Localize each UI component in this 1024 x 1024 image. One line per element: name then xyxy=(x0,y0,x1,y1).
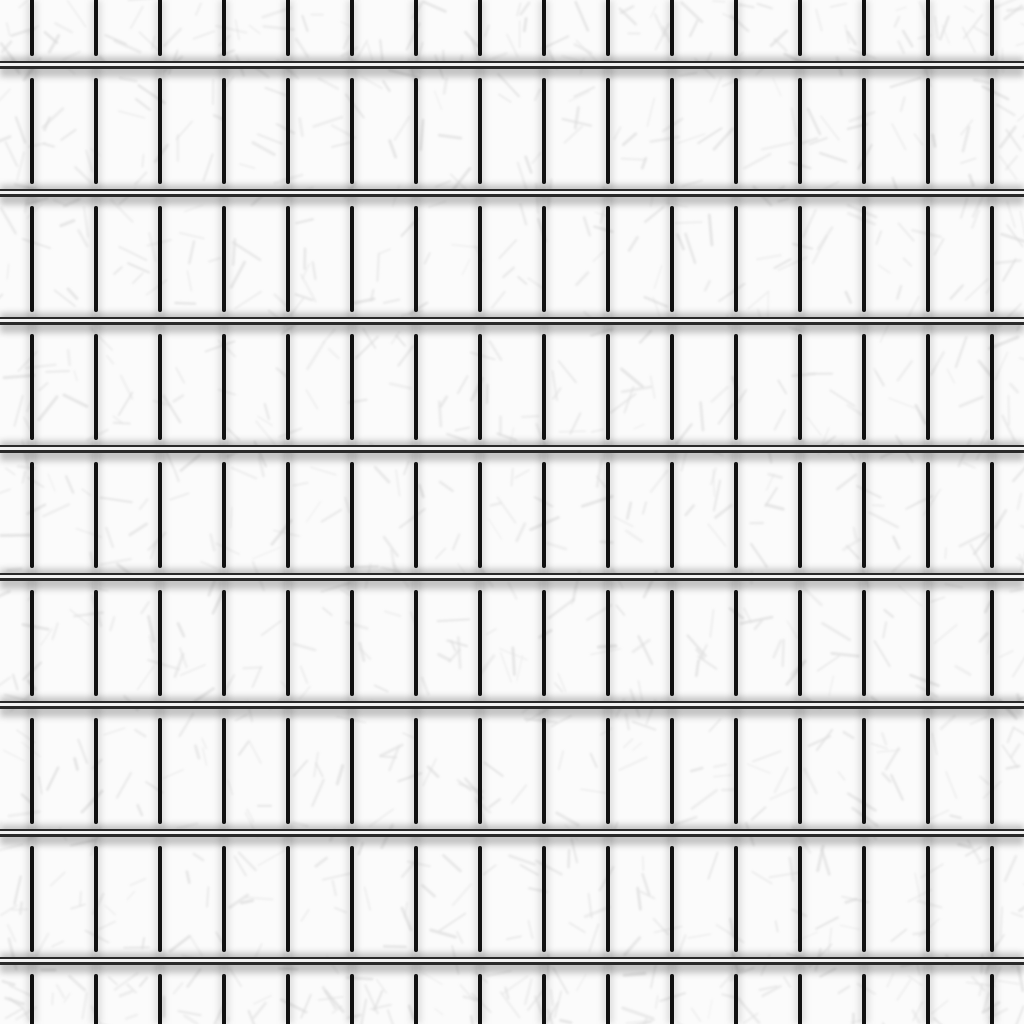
band-highlight xyxy=(0,959,1024,962)
crease-mark xyxy=(873,505,884,506)
cell-panel xyxy=(867,326,925,448)
cell-panel xyxy=(739,966,797,1024)
cell-panel xyxy=(739,70,797,192)
cell-panel xyxy=(995,198,1024,320)
cell-panel xyxy=(99,710,157,832)
cell-panel xyxy=(931,198,989,320)
cell-panel xyxy=(99,0,157,64)
cell-panel xyxy=(611,454,669,576)
cell-panel xyxy=(803,326,861,448)
cell-panel xyxy=(163,582,221,704)
cell-panel xyxy=(291,454,349,576)
band-highlight xyxy=(0,831,1024,834)
cell-panel xyxy=(99,582,157,704)
cell-panel xyxy=(99,70,157,192)
cell-panel xyxy=(419,326,477,448)
cell-panel xyxy=(35,710,93,832)
crease-mark xyxy=(175,303,195,304)
band-highlight xyxy=(0,63,1024,66)
cell-panel xyxy=(419,0,477,64)
crease-mark xyxy=(487,385,488,403)
cell-panel xyxy=(483,0,541,64)
cell-panel xyxy=(931,326,989,448)
cell-panel xyxy=(35,70,93,192)
cell-panel xyxy=(931,838,989,960)
crease-mark xyxy=(513,648,515,675)
crease-mark xyxy=(559,431,585,432)
crease-mark xyxy=(713,1,725,2)
crease-mark xyxy=(384,946,406,947)
crease-mark xyxy=(569,850,570,867)
cell-panel xyxy=(355,582,413,704)
cell-panel xyxy=(739,326,797,448)
crease-mark xyxy=(114,423,130,424)
cell-panel xyxy=(547,454,605,576)
crease-mark xyxy=(643,857,644,871)
crease-mark xyxy=(20,903,21,914)
cell-panel xyxy=(419,70,477,192)
cell-panel xyxy=(35,0,93,64)
cell-panel xyxy=(163,966,221,1024)
cell-panel xyxy=(227,710,285,832)
band-highlight xyxy=(0,575,1024,578)
cell-panel xyxy=(739,710,797,832)
cell-panel xyxy=(611,710,669,832)
cell-panel xyxy=(291,198,349,320)
cell-panel xyxy=(35,582,93,704)
crease-mark xyxy=(439,402,441,426)
cell-panel xyxy=(803,582,861,704)
cell-panel xyxy=(995,710,1024,832)
cell-panel xyxy=(483,198,541,320)
crease-mark xyxy=(524,19,526,31)
cell-panel xyxy=(803,0,861,64)
cell-panel xyxy=(0,582,29,704)
crease-mark xyxy=(52,993,53,1004)
cell-panel xyxy=(675,198,733,320)
cell-panel xyxy=(355,0,413,64)
crease-mark xyxy=(512,469,513,486)
cell-panel xyxy=(675,70,733,192)
cell-panel xyxy=(803,710,861,832)
cell-panel xyxy=(163,326,221,448)
cell-panel xyxy=(355,838,413,960)
cell-panel xyxy=(547,0,605,64)
cell-panel xyxy=(355,70,413,192)
cell-panel xyxy=(0,326,29,448)
cell-panel xyxy=(291,966,349,1024)
cell-panel xyxy=(611,326,669,448)
cell-panel xyxy=(99,966,157,1024)
cell-panel xyxy=(419,838,477,960)
cell-panel xyxy=(675,0,733,64)
crease-mark xyxy=(46,371,70,372)
crease-mark xyxy=(783,640,784,666)
cell-panel xyxy=(483,582,541,704)
cell-panel xyxy=(611,198,669,320)
crease-mark xyxy=(243,667,261,668)
cell-panel xyxy=(867,838,925,960)
crease-mark xyxy=(68,350,69,364)
cell-panel xyxy=(99,454,157,576)
cell-panel xyxy=(0,70,29,192)
cell-panel xyxy=(291,838,349,960)
cell-panel xyxy=(227,70,285,192)
cell-panel xyxy=(291,0,349,64)
cell-panel xyxy=(867,0,925,64)
cell-panel xyxy=(355,710,413,832)
cell-panel xyxy=(483,710,541,832)
cell-panel xyxy=(227,198,285,320)
cell-panel xyxy=(419,710,477,832)
cell-panel xyxy=(291,582,349,704)
crease-mark xyxy=(522,416,538,417)
cell-panel xyxy=(35,966,93,1024)
band-highlight xyxy=(0,447,1024,450)
crease-mark xyxy=(80,892,81,905)
cell-panel xyxy=(675,710,733,832)
cell-panel xyxy=(803,454,861,576)
crease-mark xyxy=(624,974,645,976)
crease-mark xyxy=(1009,396,1010,425)
cell-panel xyxy=(995,582,1024,704)
cell-panel xyxy=(419,454,477,576)
band-highlight xyxy=(0,703,1024,706)
band-highlight xyxy=(0,191,1024,194)
cell-panel xyxy=(867,710,925,832)
cell-panel xyxy=(35,198,93,320)
cell-panel xyxy=(931,454,989,576)
cell-panel xyxy=(227,582,285,704)
cell-panel xyxy=(995,70,1024,192)
cell-panel xyxy=(163,454,221,576)
cell-panel xyxy=(419,582,477,704)
cell-panel xyxy=(547,582,605,704)
cell-panel xyxy=(739,838,797,960)
cell-panel xyxy=(163,710,221,832)
cell-panel xyxy=(739,582,797,704)
band-highlight xyxy=(0,319,1024,322)
cell-panel xyxy=(163,198,221,320)
cell-panel xyxy=(931,70,989,192)
cell-panel xyxy=(227,326,285,448)
crease-mark xyxy=(381,756,396,757)
crease-mark xyxy=(622,159,646,160)
cell-panel xyxy=(163,838,221,960)
crease-mark xyxy=(124,947,149,948)
cell-panel xyxy=(739,454,797,576)
cell-panel xyxy=(675,454,733,576)
cell-panel xyxy=(611,582,669,704)
cell-panel xyxy=(675,582,733,704)
